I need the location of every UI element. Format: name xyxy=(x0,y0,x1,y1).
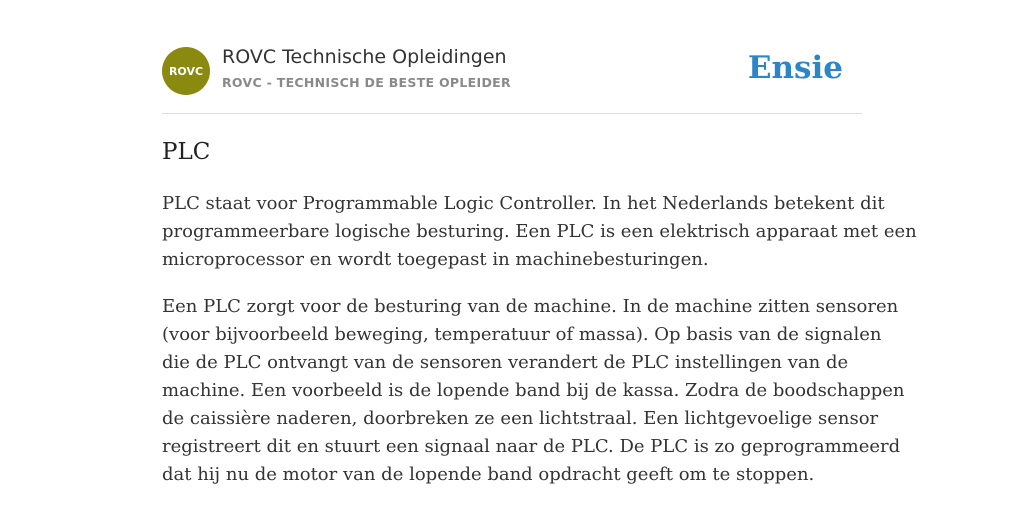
paragraph-line: registreert dit en stuurt een signaal naar de PLC. De PLC is zo geprogrammeerd xyxy=(162,436,901,457)
organization-tagline: ROVC - TECHNISCH DE BESTE OPLEIDER xyxy=(222,75,511,90)
paragraph-2 xyxy=(162,293,905,489)
article-body xyxy=(162,190,917,508)
paragraph-1 xyxy=(162,190,917,274)
paragraph-line: PLC staat voor Programmable Logic Controller. In het Nederlands betekent dit xyxy=(162,193,885,214)
page-title: PLC xyxy=(162,139,211,165)
paragraph-line: machine. Een voorbeeld is de lopende band bij de kassa. Zodra de boodschappen xyxy=(162,380,905,401)
paragraph-line: de caissière naderen, doorbreken ze een lichtstraal. Een lichtgevoelige sensor xyxy=(162,408,879,429)
organization-name[interactable]: ROVC Technische Opleidingen xyxy=(222,46,507,68)
avatar[interactable] xyxy=(162,47,210,95)
paragraph-line: die de PLC ontvangt van de sensoren verandert de PLC instellingen van de xyxy=(162,352,849,373)
header-divider xyxy=(162,113,862,114)
paragraph-line: (voor bijvoorbeeld beweging, temperatuur of massa). Op basis van de signalen xyxy=(162,324,882,345)
paragraph-line: Een PLC zorgt voor de besturing van de machine. In de machine zitten sensoren xyxy=(162,296,899,317)
paragraph-line: programmeerbare logische besturing. Een PLC is een elektrisch apparaat met een xyxy=(162,221,917,242)
ensie-logo[interactable]: Ensie xyxy=(747,50,843,86)
avatar-logo-text: ROVC xyxy=(168,64,204,78)
paragraph-line: dat hij nu de motor van de lopende band opdracht geeft om te stoppen. xyxy=(162,464,815,485)
paragraph-line: microprocessor en wordt toegepast in machinebesturingen. xyxy=(162,249,709,270)
profile-header xyxy=(162,46,862,96)
